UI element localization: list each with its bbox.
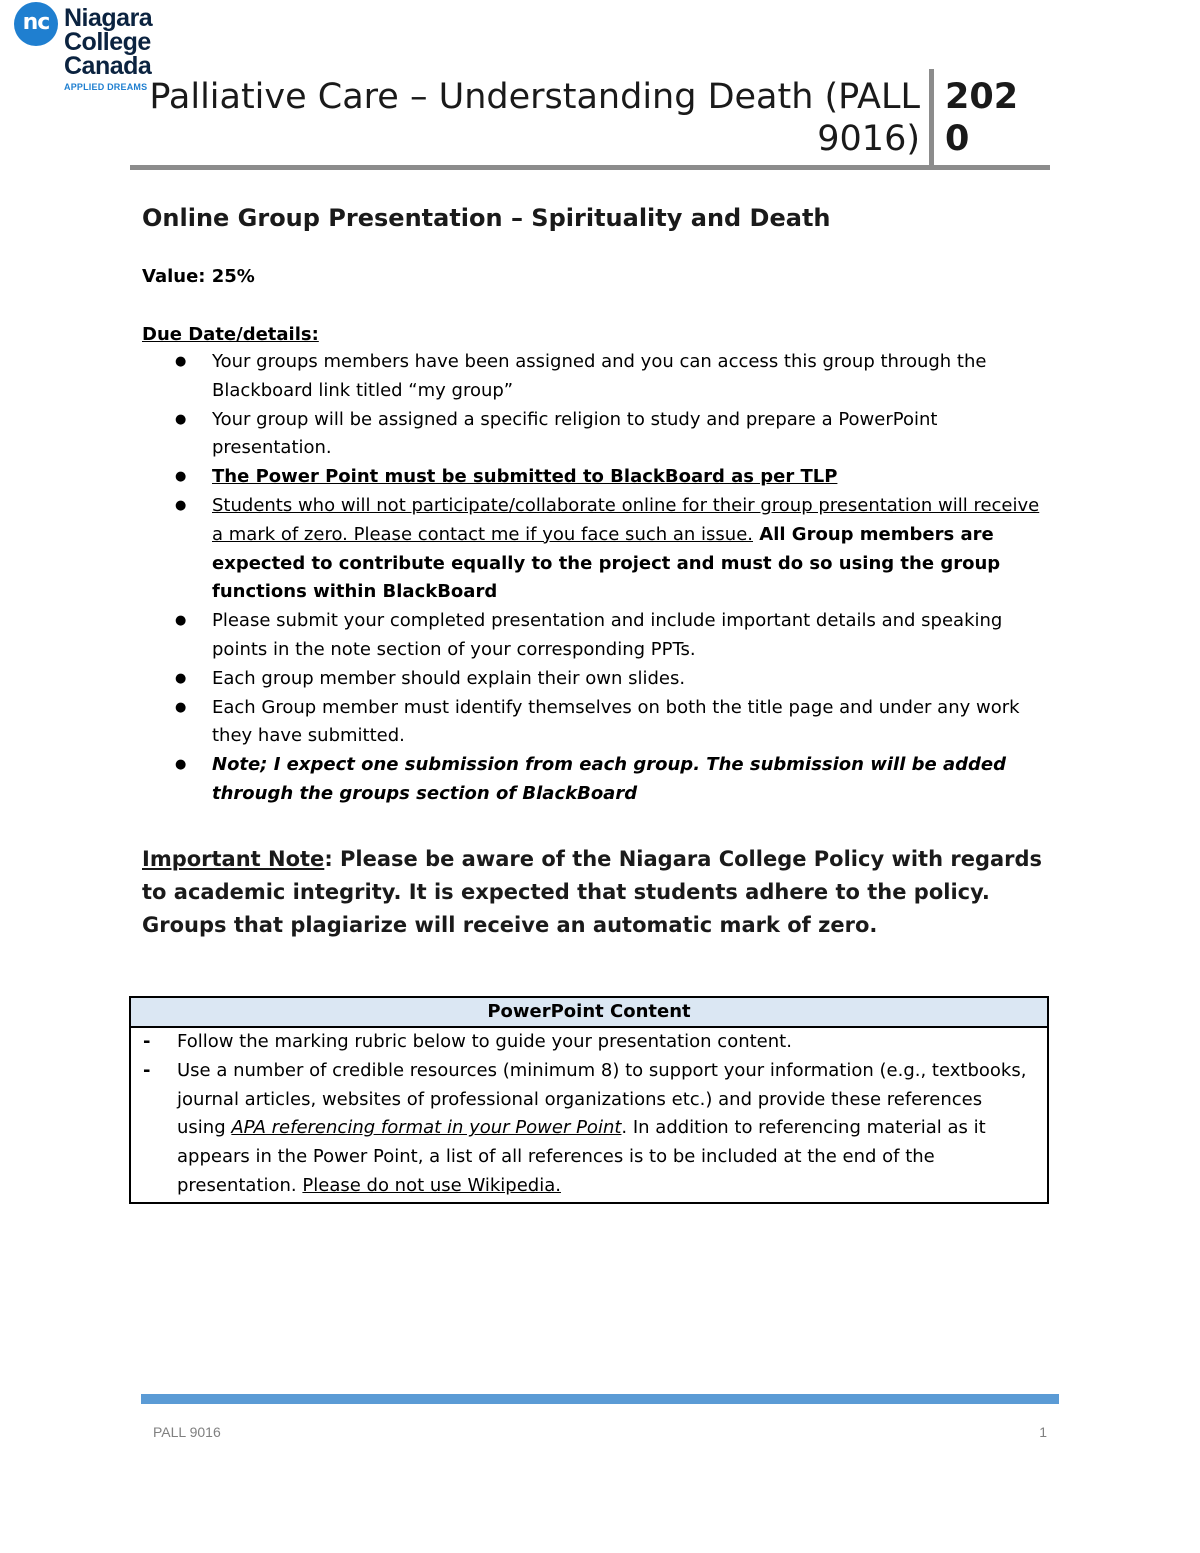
powerpoint-content-table — [129, 996, 1049, 1204]
assignment-content — [142, 198, 1052, 963]
wikipedia-note: Please do not use Wikipedia. — [302, 1174, 561, 1196]
table-row: - Use a number of credible resources (minimum 8) to support your information (e.g., textbooks, journal articles, websites of professional organizations etc.) and provide these references using APA referencing format in your Power Point. In addition to referencing material as it appears in the Power Point, a list of all references is to be included at the end of the presentation. Please do not use Wikipedia. — [131, 1057, 1047, 1201]
footer-rule — [141, 1394, 1059, 1404]
logo-badge: nc — [14, 2, 58, 46]
list-item: ● Your groups members have been assigned and you can access this group through the Blackboard link titled “my group” — [142, 348, 1052, 406]
table-row: - Follow the marking rubric below to guide your presentation content. — [131, 1028, 1047, 1057]
list-item: ● Students who will not participate/collaborate online for their group presentation will receive a mark of zero. Please contact me if you face such an issue. All Group members are expected to contribute equally to the project and must do so using the group functions within BlackBoard — [142, 492, 1052, 607]
important-note-text: : Please be aware of the Niagara College Policy with regards to academic integrity. It is expected that students adhere to the policy. Groups that plagiarize will receive an automatic mark of zero. — [142, 846, 1043, 937]
header-rule — [130, 165, 1050, 170]
header-divider — [929, 69, 934, 166]
list-item: ● Please submit your completed presentation and include important details and speaking points in the note section of your corresponding PPTs. — [142, 607, 1052, 665]
table-header: PowerPoint Content — [131, 998, 1047, 1028]
dash-marker: - — [143, 1031, 151, 1052]
footer-page-number: 1 — [1039, 1424, 1047, 1440]
due-date-heading: Due Date/details: — [142, 324, 319, 345]
logo-wordmark — [64, 6, 152, 78]
assignment-value: Value: 25% — [142, 266, 255, 287]
important-note-label: Important Note — [142, 846, 325, 871]
list-item: ● Each group member should explain their own slides. — [142, 665, 1052, 694]
logo-line-1: Niagara — [64, 4, 153, 32]
apa-format-note: APA referencing format in your Power Point — [231, 1117, 622, 1139]
list-item: ● The Power Point must be submitted to BlackBoard as per TLP — [142, 463, 1052, 492]
details-list — [142, 348, 1052, 809]
document-title: Palliative Care – Understanding Death (PALL 9016) — [149, 77, 920, 159]
assignment-title: Online Group Presentation – Spirituality and Death — [142, 204, 831, 232]
document-year: 2020 — [945, 77, 1019, 159]
important-note — [142, 843, 1052, 942]
logo-line-3: Canada — [64, 52, 152, 80]
list-item: ● Each Group member must identify themselves on both the title page and under any work they have submitted. — [142, 694, 1052, 752]
table-body — [131, 1028, 1047, 1202]
footer-course-code: PALL 9016 — [153, 1424, 221, 1440]
list-item: ● Note; I expect one submission from each group. The submission will be added through the groups section of BlackBoard — [142, 751, 1052, 809]
logo-line-2: College — [64, 28, 151, 56]
dash-marker: - — [143, 1059, 151, 1081]
logo-tagline: APPLIED DREAMS — [64, 82, 148, 92]
list-item: ● Your group will be assigned a specific religion to study and prepare a PowerPoint presentation. — [142, 406, 1052, 464]
